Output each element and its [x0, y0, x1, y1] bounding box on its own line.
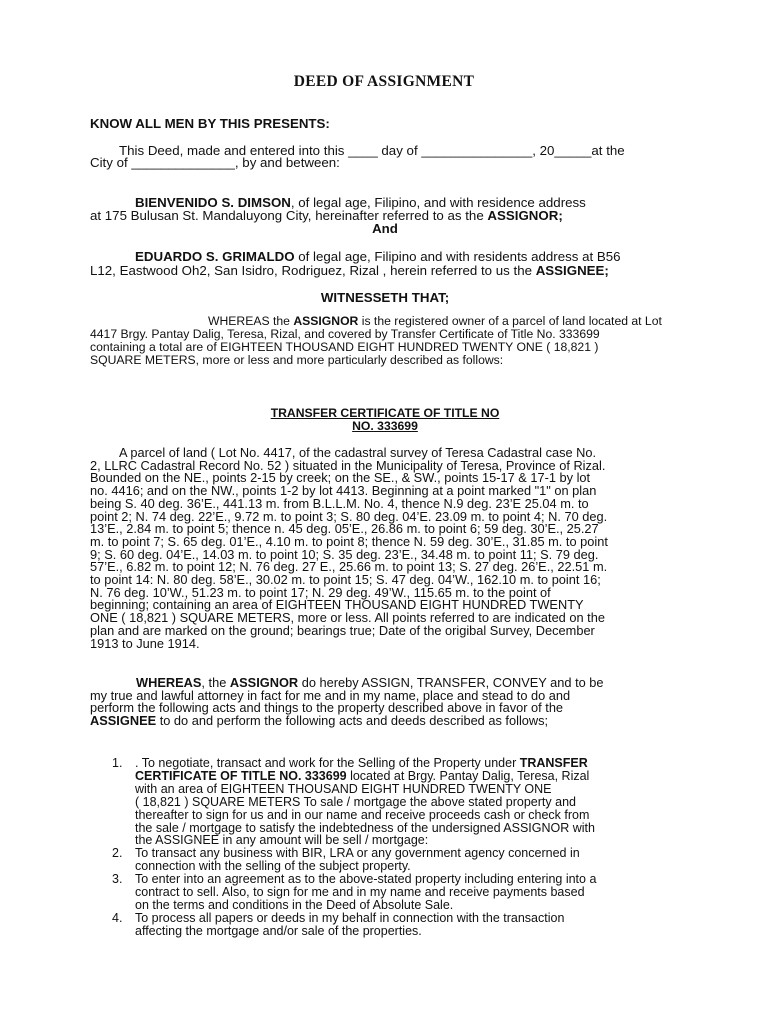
list-item-line: the ASSIGNEE in any amount will be sell / mortgage: — [135, 833, 429, 848]
list-item — [90, 912, 680, 938]
whereas-1-line-1 — [208, 315, 662, 327]
land-description-line: point 2; N. 74 deg. 22’E., 9.72 m. to point 3; S. 80 deg. 04’E. 23.09 m. to point 4; N. 70 deg. — [90, 508, 608, 524]
assignee-line-1 — [135, 250, 621, 263]
land-description-line: no. 4416; and on the NW., points 1-2 by lot 4413. Beginning at a point marked "1" on plan — [90, 483, 597, 499]
list-item-line: affecting the mortgage and/or sale of the properties. — [135, 923, 422, 938]
land-description-line: 13’E., 2.84 m. to point 5; thence n. 45 deg. 05’E., 26.86 m. to point 6; 59 deg. 30’E., 25.27 — [90, 521, 599, 537]
whereas-2-mid: , the — [201, 675, 230, 690]
assignor-address: at 175 Bulusan St. Mandaluyong City, hereinafter referred to as the — [90, 208, 488, 223]
assignor-role: ASSIGNOR; — [487, 208, 563, 223]
whereas-1-assignor: ASSIGNOR — [293, 314, 359, 328]
list-item-line: To enter into an agreement as to the above-stated property including entering into a — [135, 872, 597, 887]
and-word: And — [372, 221, 398, 236]
list-item-line — [135, 770, 680, 783]
land-description-line: plan and are marked on the ground; bearings true; Date of the origibal Survey, December — [90, 622, 595, 638]
know-all-heading: KNOW ALL MEN BY THIS PRESENTS: — [90, 116, 330, 131]
whereas-2-line-2: my true and lawful attorney in fact for me and in my name, place and stead to do and — [90, 687, 571, 703]
whereas-2-line-4 — [90, 715, 690, 728]
item-1-location: located at Brgy. Pantay Dalig, Teresa, Rizal — [346, 768, 590, 783]
list-item — [90, 873, 680, 912]
land-description-line: ONE ( 18,821 ) SQUARE METERS, more or less. All points referred to are indicated on the — [90, 610, 605, 626]
assignee-line-2 — [90, 264, 609, 277]
list-item-line: thereafter to sign for us and in our name and receive proceeds cash or check from — [135, 807, 590, 822]
whereas-2-assignee: ASSIGNEE — [90, 713, 157, 729]
list-item-line: contract to sell. Also, to sign for me and in my name and receive payments based — [135, 885, 585, 900]
list-item-line: ( 18,821 ) SQUARE METERS To sale / mortgage the above stated property and — [135, 794, 576, 809]
assignee-address: L12, Eastwood Oh2, San Isidro, Rodriguez, Rizal , herein referred to us the — [90, 263, 536, 278]
whereas-1-pre: WHEREAS the — [208, 314, 294, 328]
list-item-number: 2. — [112, 846, 123, 861]
land-description-line: A parcel of land ( Lot No. 4417, of the cadastral survey of Teresa Cadastral case No. — [119, 445, 597, 460]
whereas-2-post: do hereby ASSIGN, TRANSFER, CONVEY and to be — [298, 675, 604, 690]
intro-line-2: City of ______________, by and between: — [90, 155, 340, 170]
list-item-line: connection with the selling of the subject property. — [135, 859, 411, 874]
whereas-1-line-4: SQUARE METERS, more or less and more particularly described as follows: — [90, 353, 504, 367]
land-description-line: being S. 40 deg. 36’E., 441.13 m. from B.L.L.M. No. 4, thence N.9 deg. 23’E 25.04 m. to — [90, 495, 589, 511]
list-item-number: 4. — [112, 910, 123, 925]
list-item-number: 1. — [112, 756, 123, 770]
list-item-line: To transact any business with BIR, LRA or any government agency concerned in — [135, 846, 580, 861]
assignor-details: , of legal age, Filipino, and with residence address — [290, 195, 586, 210]
land-description-line: m. to point 7; S. 65 deg. 01’E., 4.10 m. to point 8; thence N. 59 deg. 30’E., 31.85 m. to point — [90, 533, 608, 549]
witnesseth-heading: WITNESSETH THAT; — [320, 290, 450, 305]
whereas-2-assignor: ASSIGNOR — [229, 675, 299, 690]
whereas-2-line-4-rest: to do and perform the following acts and deeds described as follows; — [156, 713, 549, 729]
list-item-line: the sale / mortgage to satisfy the indebtedness of the undersigned ASSIGNOR with — [135, 820, 595, 835]
land-description-line: 1913 to June 1914. — [90, 635, 200, 651]
land-description — [90, 447, 690, 650]
assignee-role: ASSIGNEE; — [535, 263, 609, 278]
land-description-line: beginning; containing an area of EIGHTEEN THOUSAND EIGHT HUNDRED TWENTY — [90, 597, 584, 613]
land-description-line: 2, LLRC Cadastral Record No. 52 ) situated in the Municipality of Teresa, Province of Rizal. — [90, 457, 606, 473]
acts-list — [90, 757, 680, 938]
assignor-name: BIENVENIDO S. DIMSON — [135, 195, 291, 210]
whereas-2 — [90, 677, 690, 728]
land-description-line: to point 14: N. 80 deg. 58’E., 30.02 m. to point 15; S. 47 deg. 04’W., 162.10 m. to point 16; — [90, 572, 601, 588]
land-description-line: 57’E., 6.82 m. to point 12; N. 76 deg. 27 E., 25.66 m. to point 13; S. 27 deg. 26’E., 22.51 m. — [90, 559, 608, 575]
land-description-line: N. 76 deg. 10’W., 51.23 m. to point 17; N. 29 deg. 49’W., 115.65 m. to the point of — [90, 584, 551, 600]
list-item-line: on the terms and conditions in the Deed of Absolute Sale. — [135, 897, 454, 912]
item-1-bold: TRANSFER — [519, 756, 588, 770]
assignee-details: of legal age, Filipino and with residents address at B56 — [294, 249, 621, 264]
intro-line-1: This Deed, made and entered into this ____ day of _______________, 20_____at the — [119, 143, 625, 158]
list-item-number: 3. — [112, 872, 123, 887]
item-1-text: . To negotiate, transact and work for the Selling of the Property under — [135, 756, 520, 770]
whereas-1-line-2: 4417 Brgy. Pantay Dalig, Teresa, Rizal, and covered by Transfer Certificate of Title No. 333699 — [90, 327, 600, 341]
assignee-name: EDUARDO S. GRIMALDO — [135, 249, 295, 264]
list-item-line: with an area of EIGHTEEN THOUSAND EIGHT HUNDRED TWENTY ONE — [135, 781, 552, 796]
list-item — [90, 757, 680, 847]
list-item — [90, 847, 680, 873]
whereas-2-keyword: WHEREAS — [136, 675, 202, 690]
land-description-line: Bounded on the NE., points 2-15 by creek; on the SE., & SW., points 15-17 & 17-1 by lot — [90, 470, 591, 486]
document-title: DEED OF ASSIGNMENT — [293, 73, 475, 90]
tct-heading-line-1: TRANSFER CERTIFICATE OF TITLE NO — [270, 406, 500, 420]
item-1-tct: CERTIFICATE OF TITLE NO. 333699 — [135, 768, 347, 783]
tct-heading-line-2: NO. 333699 — [352, 419, 418, 433]
land-description-line: 9; S. 60 deg. 04’E., 14.03 m. to point 10; S. 35 deg. 23’E., 34.48 m. to point 11; S. 79 deg. — [90, 546, 599, 562]
assignor-line-2 — [90, 209, 563, 222]
whereas-1-post: is the registered owner of a parcel of land located at Lot — [358, 314, 662, 328]
list-item-line: To process all papers or deeds in my behalf in connection with the transaction — [135, 910, 565, 925]
whereas-1-line-3: containing a total are of EIGHTEEN THOUSAND EIGHT HUNDRED TWENTY ONE ( 18,821 ) — [90, 340, 599, 354]
whereas-2-line-3: perform the following acts and things to the property described above in favor of the — [90, 700, 564, 716]
